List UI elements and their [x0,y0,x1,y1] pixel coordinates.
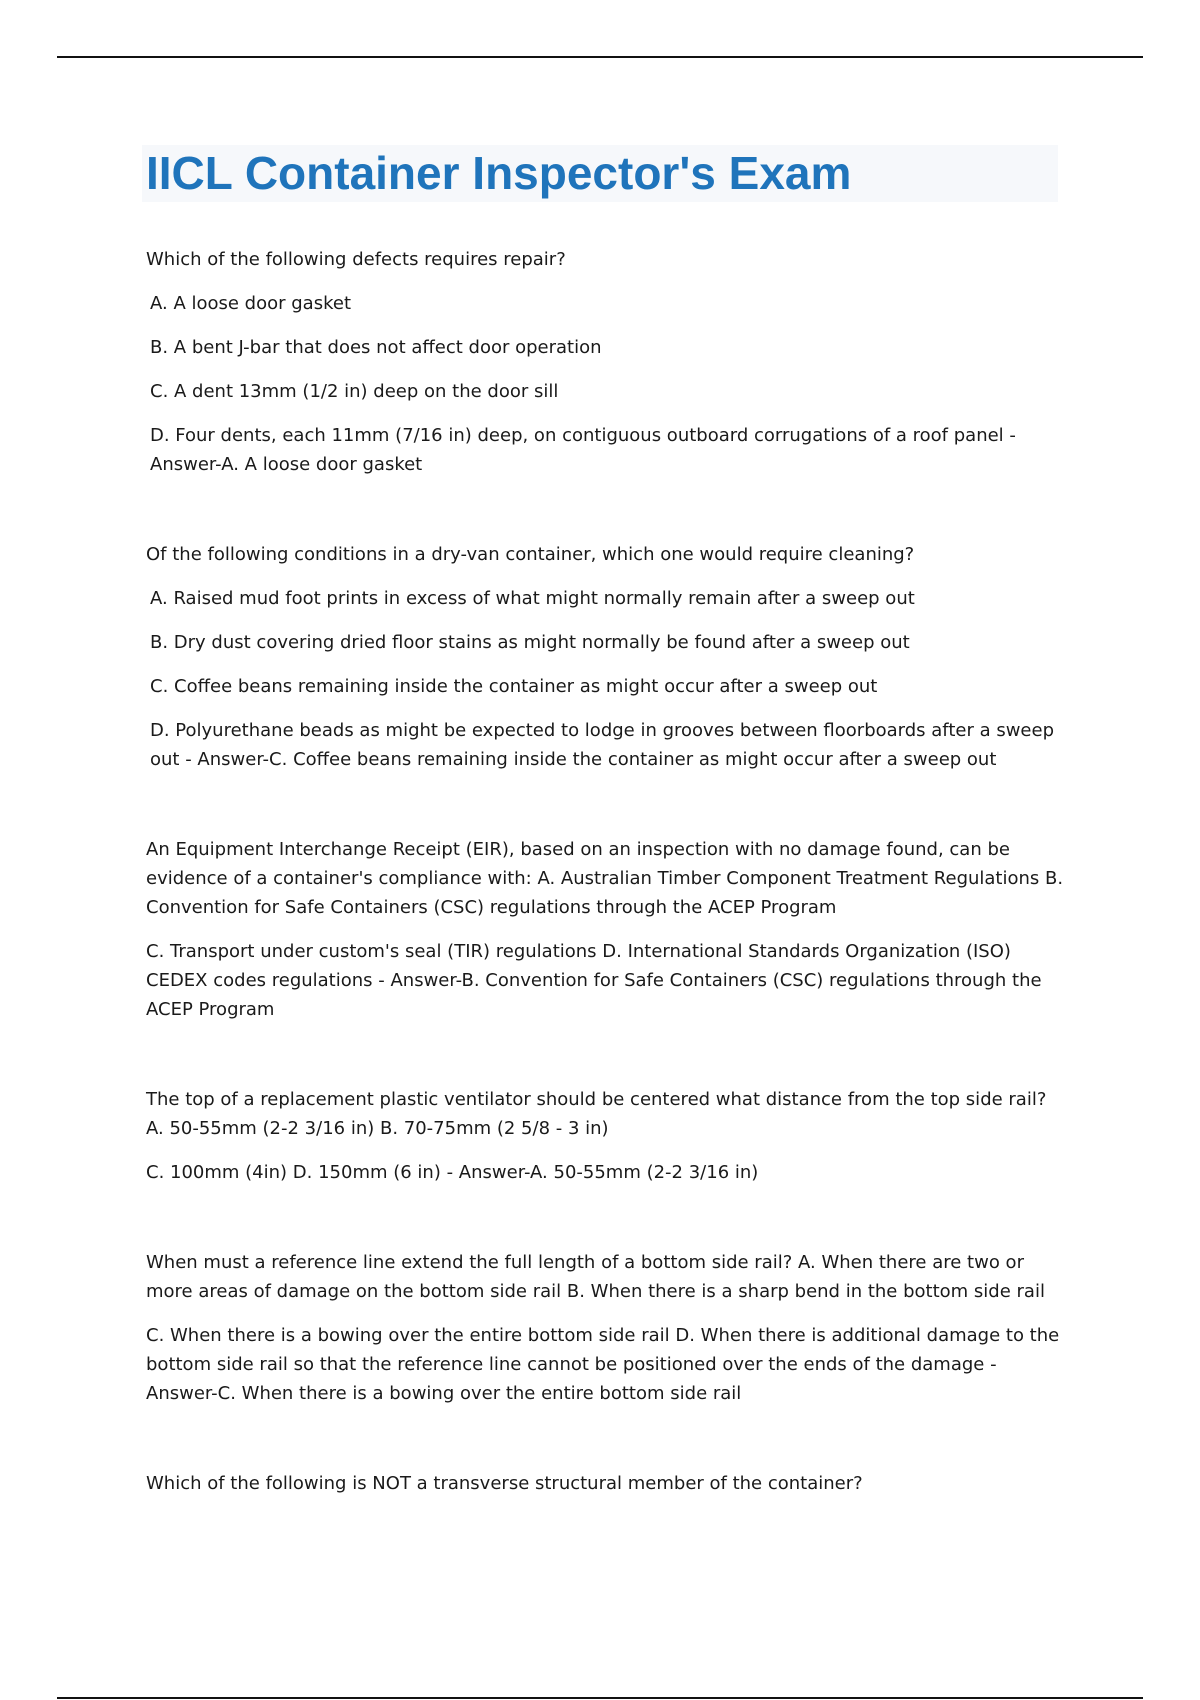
question-1 [146,245,1066,479]
question-4 [146,1085,1066,1187]
question-1-option-d-answer: D. Four dents, each 11mm (7/16 in) deep, on contiguous outboard corrugations of a roof panel - Answer-A. A loose door gasket [150,425,1016,475]
question-4-continuation-answer: C. 100mm (4in) D. 150mm (6 in) - Answer-A. 50-55mm (2-2 3/16 in) [146,1162,759,1183]
header-rule [57,56,1143,58]
question-5-prompt: When must a reference line extend the full length of a bottom side rail? A. When there are two or more areas of damage on the bottom side rail B. When there is a sharp bend in the bottom side rail [146,1252,1045,1302]
question-4-prompt: The top of a replacement plastic ventilator should be centered what distance from the top side rail? A. 50-55mm (2-2 3/16 in) B. 70-75mm (2 5/8 - 3 in) [146,1089,1047,1139]
question-2-option-b: B. Dry dust covering dried floor stains as might normally be found after a sweep out [150,632,910,653]
question-1-option-c: C. A dent 13mm (1/2 in) deep on the door sill [150,381,559,402]
question-6-prompt: Which of the following is NOT a transverse structural member of the container? [146,1473,863,1494]
question-5-continuation-answer: C. When there is a bowing over the entire bottom side rail D. When there is additional damage to the bottom side rail so that the reference line cannot be positioned over the ends of the damage - Answer-C. When there is a bowing over the entire bottom side rail [146,1325,1060,1404]
document-body [146,245,1066,1559]
question-3 [146,835,1066,1024]
question-6 [146,1469,1066,1498]
question-1-option-b: B. A bent J-bar that does not affect door operation [150,337,602,358]
question-2-prompt: Of the following conditions in a dry-van container, which one would require cleaning? [146,544,915,565]
question-3-continuation-answer: C. Transport under custom's seal (TIR) regulations D. International Standards Organization (ISO) CEDEX codes regulations - Answer-B. Convention for Safe Containers (CSC) regulations through the ACEP Program [146,941,1042,1020]
document-title: IICL Container Inspector's Exam [146,147,852,199]
question-5 [146,1248,1066,1408]
question-2-option-c: C. Coffee beans remaining inside the container as might occur after a sweep out [150,676,878,697]
question-2 [146,540,1066,774]
question-1-option-a: A. A loose door gasket [150,293,351,314]
question-2-option-a: A. Raised mud foot prints in excess of what might normally remain after a sweep out [150,588,915,609]
question-2-option-d-answer: D. Polyurethane beads as might be expected to lodge in grooves between floorboards after a sweep out - Answer-C. Coffee beans remaining inside the container as might occur after a sweep out [150,720,1055,770]
question-3-prompt: An Equipment Interchange Receipt (EIR), based on an inspection with no damage found, can be evidence of a container's compliance with: A. Australian Timber Component Treatment Regulations B. Convention for Safe Containers (CSC) regulations through the ACEP Program [146,839,1064,918]
question-1-prompt: Which of the following defects requires repair? [146,249,566,270]
footer-rule [57,1697,1143,1699]
